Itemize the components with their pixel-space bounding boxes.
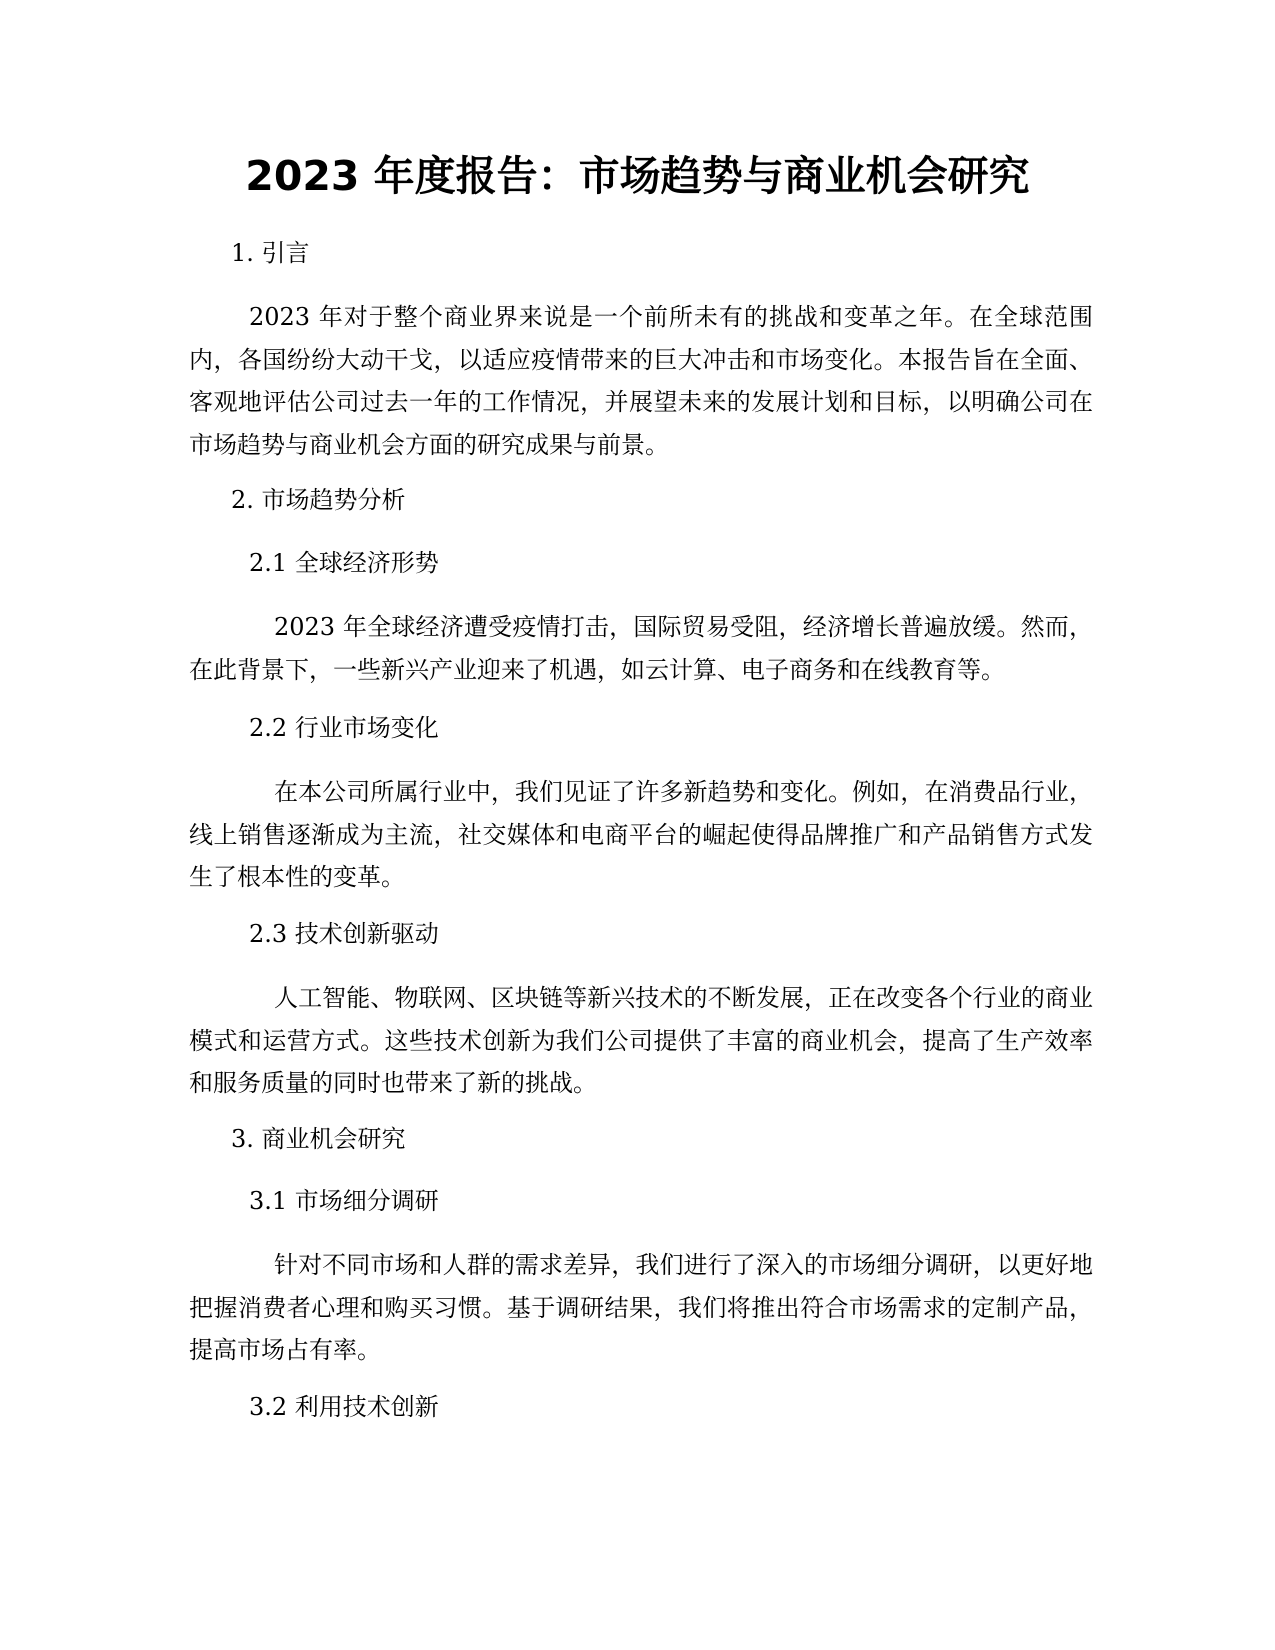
section-heading-market-trends: 2. 市场趋势分析 <box>231 486 406 514</box>
paragraph-intro: 2023 年对于整个商业界来说是一个前所未有的挑战和变革之年。在全球范围内，各国纷纷大动干戈，以适应疫情带来的巨大冲击和市场变化。本报告旨在全面、客观地评估公司过去一年的工作情况，并展望未来的发展计划和目标，以明确公司在市场趋势与商业机会方面的研究成果与前景。 <box>189 303 1093 459</box>
paragraph-tech-innovation: 人工智能、物联网、区块链等新兴技术的不断发展，正在改变各个行业的商业模式和运营方式。这些技术创新为我们公司提供了丰富的商业机会，提高了生产效率和服务质量的同时也带来了新的挑战。 <box>189 984 1093 1097</box>
section-heading-business-opportunities: 3. 商业机会研究 <box>231 1125 406 1153</box>
paragraph-industry-change: 在本公司所属行业中，我们见证了许多新趋势和变化。例如，在消费品行业，线上销售逐渐成为主流，社交媒体和电商平台的崛起使得品牌推广和产品销售方式发生了根本性的变革。 <box>189 778 1093 891</box>
subsection-heading-global-economy: 2.1 全球经济形势 <box>249 549 439 577</box>
document-title: 2023 年度报告：市场趋势与商业机会研究 <box>245 152 1030 200</box>
paragraph-market-segmentation: 针对不同市场和人群的需求差异，我们进行了深入的市场细分调研，以更好地把握消费者心理和购买习惯。基于调研结果，我们将推出符合市场需求的定制产品，提高市场占有率。 <box>189 1251 1093 1364</box>
subsection-heading-market-segmentation: 3.1 市场细分调研 <box>249 1187 439 1215</box>
section-heading-intro: 1. 引言 <box>231 239 310 267</box>
subsection-heading-use-tech-innovation: 3.2 利用技术创新 <box>249 1393 439 1421</box>
paragraph-global-economy: 2023 年全球经济遭受疫情打击，国际贸易受阻，经济增长普遍放缓。然而，在此背景下，一些新兴产业迎来了机遇，如云计算、电子商务和在线教育等。 <box>189 613 1093 684</box>
subsection-heading-industry-change: 2.2 行业市场变化 <box>249 714 439 742</box>
subsection-heading-tech-innovation: 2.3 技术创新驱动 <box>249 920 439 948</box>
